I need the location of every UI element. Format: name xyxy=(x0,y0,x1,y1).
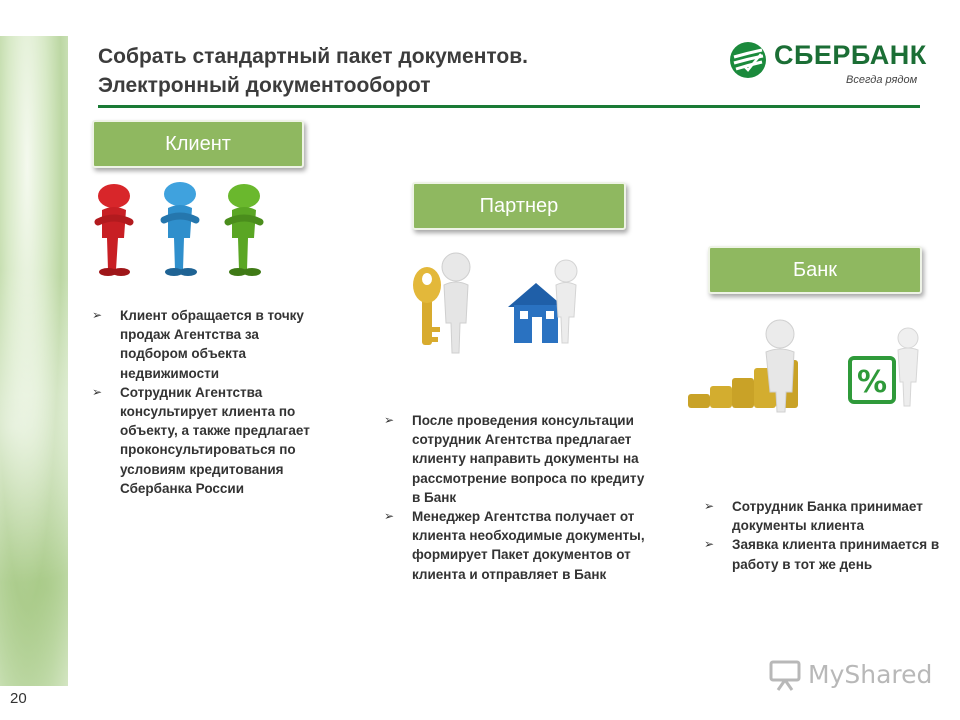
white-person-icon xyxy=(442,253,470,353)
three-people-figures xyxy=(80,178,280,278)
house-icon xyxy=(508,283,564,343)
list-item: ➢ Сотрудник Банка принимает документы клиента xyxy=(704,499,923,534)
white-person-icon xyxy=(555,260,577,343)
title-divider xyxy=(98,105,920,108)
title-line-2: Электронный документооборот xyxy=(98,74,431,97)
key-and-house-figures xyxy=(400,245,600,365)
sberbank-logo xyxy=(728,38,928,94)
list-item: ➢ Менеджер Агентства получает от клиента необходимые документы, формирует Пакет документов от клиента и отправляет в Банк xyxy=(384,509,645,582)
bank-label: Банк xyxy=(708,246,922,294)
arrow-bullet-icon: ➢ xyxy=(92,308,103,322)
percent-sign-icon xyxy=(850,358,894,402)
logo-slogan: Всегда рядом xyxy=(846,74,918,86)
coins-and-percent-figures xyxy=(684,312,946,422)
svg-text:%: % xyxy=(856,365,888,400)
slide-title xyxy=(98,42,698,100)
green-person-icon xyxy=(228,184,261,276)
arrow-bullet-icon: ➢ xyxy=(704,499,715,513)
list-item: ➢ Клиент обращается в точку продаж Агентства за подбором объекта недвижимости xyxy=(92,308,304,381)
decorative-side-strip xyxy=(0,36,68,686)
title-line-1: Собрать стандартный пакет документов. xyxy=(98,45,528,68)
logo-name: СБЕРБАНК xyxy=(774,40,927,70)
list-item: ➢ Заявка клиента принимается в работу в тот же день xyxy=(704,537,940,572)
red-person-icon xyxy=(98,184,130,276)
blue-person-icon xyxy=(164,182,197,276)
bank-bullet-list xyxy=(704,497,940,574)
partner-bullet-list xyxy=(384,411,656,584)
myshared-watermark xyxy=(768,658,933,694)
list-item: ➢ После проведения консультации сотрудник Агентства предлагает клиенту направить документы на рассмотрение вопроса по кредиту в Банк xyxy=(384,413,645,505)
white-person-icon xyxy=(898,328,918,406)
sberbank-leaf-icon xyxy=(728,40,768,80)
list-item: ➢ Сотрудник Агентства консультирует клиента по объекту, а также предлагает проконсультироваться по условиям кредитования Сбербанка России xyxy=(92,384,310,496)
client-bullet-list xyxy=(92,306,320,498)
page-number: 20 xyxy=(10,690,27,707)
arrow-bullet-icon: ➢ xyxy=(704,537,715,552)
watermark-text: MyShared xyxy=(808,660,933,689)
arrow-bullet-icon: ➢ xyxy=(384,509,395,524)
arrow-bullet-icon: ➢ xyxy=(92,384,103,399)
key-icon xyxy=(413,267,441,345)
partner-label: Партнер xyxy=(412,182,626,230)
arrow-bullet-icon: ➢ xyxy=(384,413,395,427)
client-label: Клиент xyxy=(92,120,304,168)
presentation-board-icon xyxy=(768,658,802,692)
